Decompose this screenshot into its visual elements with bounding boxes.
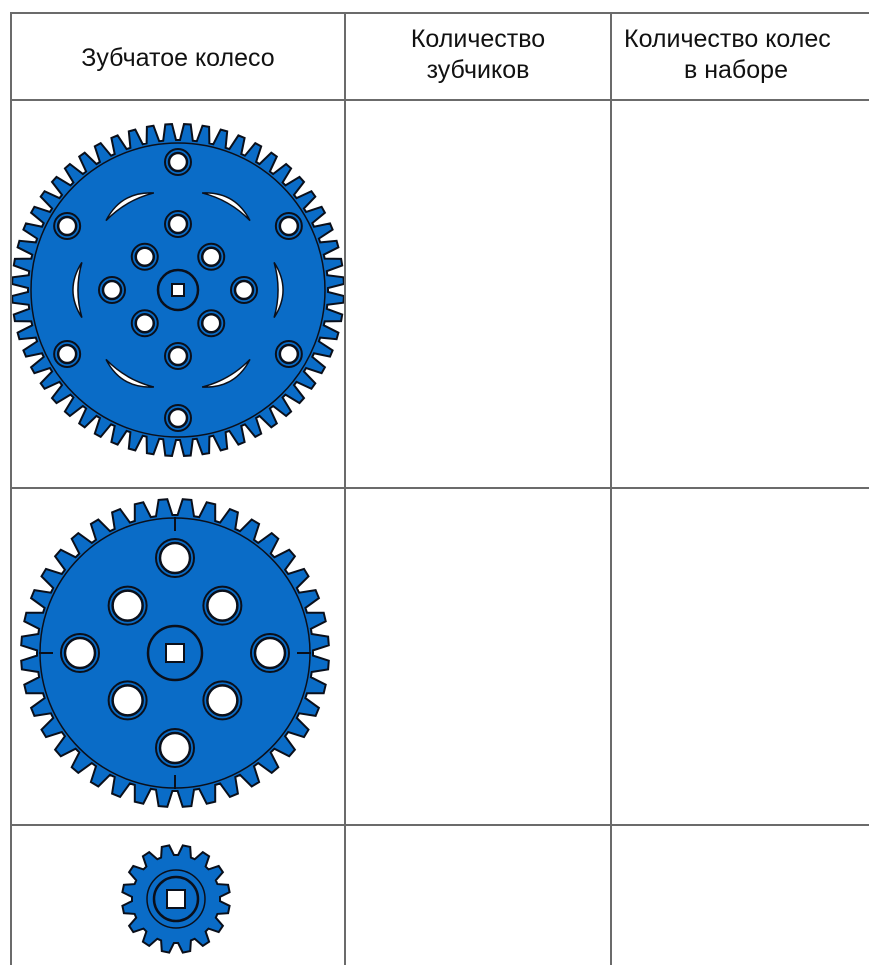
inner-hole bbox=[202, 314, 220, 332]
header-gear-label: Зубчатое колесо bbox=[81, 44, 275, 72]
axle-hole bbox=[172, 284, 184, 296]
inner-hole bbox=[113, 591, 143, 621]
large-gear-icon bbox=[12, 122, 344, 462]
outer-hole bbox=[58, 345, 76, 363]
outer-hole bbox=[280, 217, 298, 235]
middle-hole bbox=[103, 281, 121, 299]
medium-gear-icon bbox=[16, 494, 334, 812]
header-teeth-line1: Количество bbox=[410, 25, 546, 53]
axle-hole bbox=[167, 890, 185, 908]
inner-hole bbox=[202, 248, 220, 266]
header-count bbox=[624, 24, 869, 86]
outer-hole bbox=[160, 733, 190, 763]
middle-hole bbox=[169, 215, 187, 233]
inner-hole bbox=[113, 685, 143, 715]
count-cell[interactable] bbox=[612, 826, 869, 965]
middle-hole bbox=[235, 281, 253, 299]
header-gear bbox=[12, 43, 344, 74]
outer-hole bbox=[65, 638, 95, 668]
inner-hole bbox=[207, 591, 237, 621]
header-count-line1: Количество колес bbox=[624, 25, 831, 53]
teeth-cell[interactable] bbox=[346, 489, 610, 824]
outer-hole bbox=[58, 217, 76, 235]
inner-hole bbox=[136, 314, 154, 332]
inner-hole bbox=[207, 685, 237, 715]
outer-hole bbox=[169, 153, 187, 171]
middle-hole bbox=[169, 347, 187, 365]
axle-hole bbox=[166, 644, 184, 662]
outer-hole bbox=[169, 409, 187, 427]
header-teeth-line2: зубчиков bbox=[426, 56, 530, 84]
small-gear-icon bbox=[116, 843, 236, 955]
outer-hole bbox=[280, 345, 298, 363]
count-cell[interactable] bbox=[612, 489, 869, 824]
inner-hole bbox=[136, 248, 154, 266]
header-teeth bbox=[346, 24, 610, 86]
outer-hole bbox=[255, 638, 285, 668]
header-count-line2: в наборе bbox=[684, 56, 788, 84]
count-cell[interactable] bbox=[612, 101, 869, 487]
row-divider bbox=[10, 12, 869, 14]
teeth-cell[interactable] bbox=[346, 826, 610, 965]
outer-hole bbox=[160, 543, 190, 573]
teeth-cell[interactable] bbox=[346, 101, 610, 487]
